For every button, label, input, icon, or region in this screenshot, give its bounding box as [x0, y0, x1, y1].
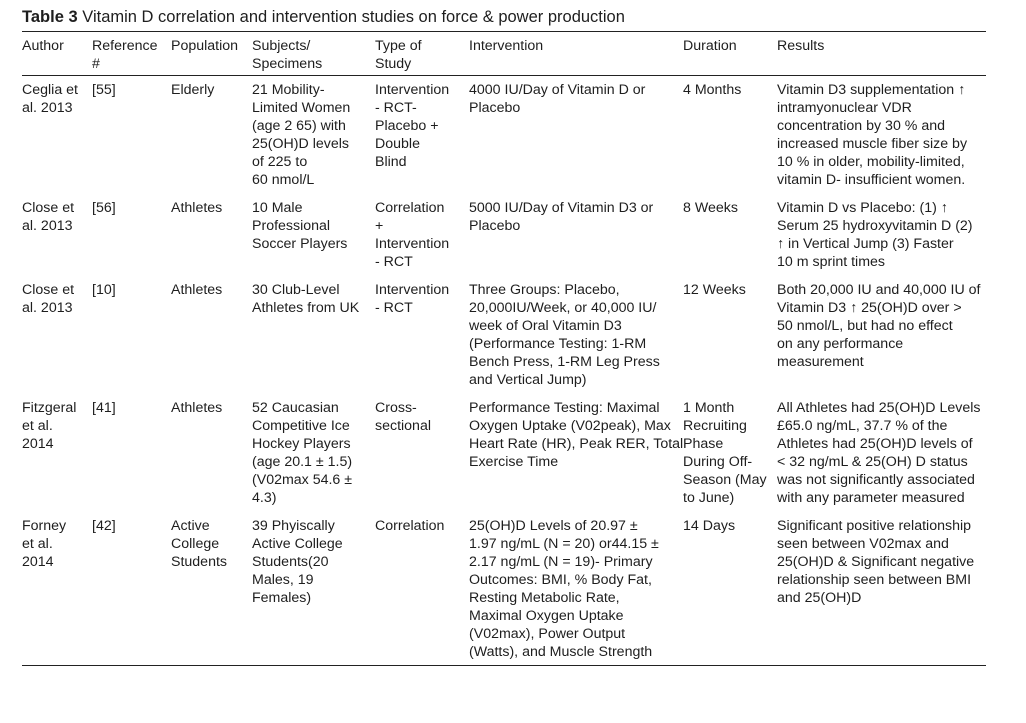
cell-author: Fitzgeral et al. 2014 — [22, 400, 77, 452]
cell-population: Athletes — [171, 282, 223, 298]
cell-study-type: Correlation — [375, 518, 445, 534]
table-caption-label: Table 3 — [22, 8, 78, 26]
cell-reference: [42] — [92, 518, 116, 534]
cell-intervention: 25(OH)D Levels of 20.97 ± 1.97 ng/mL (N = 20) or44.15 ± 2.17 ng/mL (N = 19)- Primary Outcomes: BMI, % Body Fat, Resting Metabolic Rate, Maximal Oxygen Uptake (V02max), Power Output (Watts), and Muscle Strength — [469, 518, 659, 660]
cell-subjects: 52 Caucasian Competitive Ice Hockey Players (age 20.1 ± 1.5) (V02max 54.6 ± 4.3) — [252, 400, 353, 506]
cell-results: Vitamin D3 supplementation ↑ intramyonuclear VDR concentration by 30 % and increased muscle fiber size by 10 % in older, mobility-limited, vitamin D- insufficient women. — [777, 82, 968, 188]
cell-reference: [10] — [92, 282, 116, 298]
cell-reference: [56] — [92, 200, 116, 216]
header-author: Author — [22, 38, 64, 54]
top-rule — [22, 31, 986, 32]
cell-author: Close et al. 2013 — [22, 200, 75, 234]
cell-results: Significant positive relationship seen between V02max and 25(OH)D & Significant negative relationship seen between BMI and 25(OH)D — [777, 518, 975, 606]
cell-duration: 8 Weeks — [683, 200, 738, 216]
header-results: Results — [777, 38, 825, 54]
cell-population: Elderly — [171, 82, 215, 98]
cell-results: Vitamin D vs Placebo: (1) ↑ Serum 25 hydroxyvitamin D (2) ↑ in Vertical Jump (3) Faster 10 m sprint times — [777, 200, 973, 270]
cell-subjects: 10 Male Professional Soccer Players — [252, 200, 348, 252]
cell-duration: 12 Weeks — [683, 282, 746, 298]
header-reference: Reference # — [92, 38, 158, 72]
cell-author: Ceglia et al. 2013 — [22, 82, 78, 116]
header-study-type: Type of Study — [375, 38, 422, 72]
cell-intervention: Performance Testing: Maximal Oxygen Uptake (V02peak), Max Heart Rate (HR), Peak RER, Total Exercise Time — [469, 400, 684, 470]
cell-author: Close et al. 2013 — [22, 282, 75, 316]
cell-duration: 14 Days — [683, 518, 736, 534]
header-duration: Duration — [683, 38, 737, 54]
cell-subjects: 30 Club-Level Athletes from UK — [252, 282, 360, 316]
cell-population: Athletes — [171, 400, 223, 416]
cell-intervention: 5000 IU/Day of Vitamin D3 or Placebo — [469, 200, 654, 234]
cell-study-type: Cross- sectional — [375, 400, 431, 434]
table-caption — [22, 8, 625, 27]
header-population: Population — [171, 38, 239, 54]
header-subjects: Subjects/ Specimens — [252, 38, 323, 72]
cell-results: Both 20,000 IU and 40,000 IU of Vitamin D3 ↑ 25(OH)D over > 50 nmol/L, but had no effect on any performance measurement — [777, 282, 981, 370]
cell-reference: [41] — [92, 400, 116, 416]
header-rule — [22, 75, 986, 76]
header-intervention: Intervention — [469, 38, 544, 54]
table-caption-text: Vitamin D correlation and intervention studies on force & power production — [82, 8, 625, 26]
cell-results: All Athletes had 25(OH)D Levels £65.0 ng/mL, 37.7 % of the Athletes had 25(OH)D levels of < 32 ng/mL & 25(OH) D status was not significantly associated with any parameter measured — [777, 400, 981, 506]
cell-study-type: Intervention - RCT- Placebo + Double Blind — [375, 82, 450, 170]
cell-duration: 4 Months — [683, 82, 742, 98]
cell-reference: [55] — [92, 82, 116, 98]
cell-study-type: Intervention - RCT — [375, 282, 450, 316]
cell-intervention: Three Groups: Placebo, 20,000IU/Week, or 40,000 IU/ week of Oral Vitamin D3 (Performance Testing: 1-RM Bench Press, 1-RM Leg Press and Vertical Jump) — [469, 282, 660, 388]
cell-duration: 1 Month Recruiting Phase During Off- Season (May to June) — [683, 400, 767, 506]
cell-study-type: Correlation + Intervention - RCT — [375, 200, 450, 270]
cell-intervention: 4000 IU/Day of Vitamin D or Placebo — [469, 82, 646, 116]
cell-population: Active College Students — [171, 518, 228, 570]
bottom-rule — [22, 665, 986, 666]
cell-subjects: 39 Phyiscally Active College Students(20 Males, 19 Females) — [252, 518, 343, 606]
cell-author: Forney et al. 2014 — [22, 518, 67, 570]
cell-population: Athletes — [171, 200, 223, 216]
cell-subjects: 21 Mobility- Limited Women (age 2 65) with 25(OH)D levels of 225 to 60 nmol/L — [252, 82, 351, 188]
